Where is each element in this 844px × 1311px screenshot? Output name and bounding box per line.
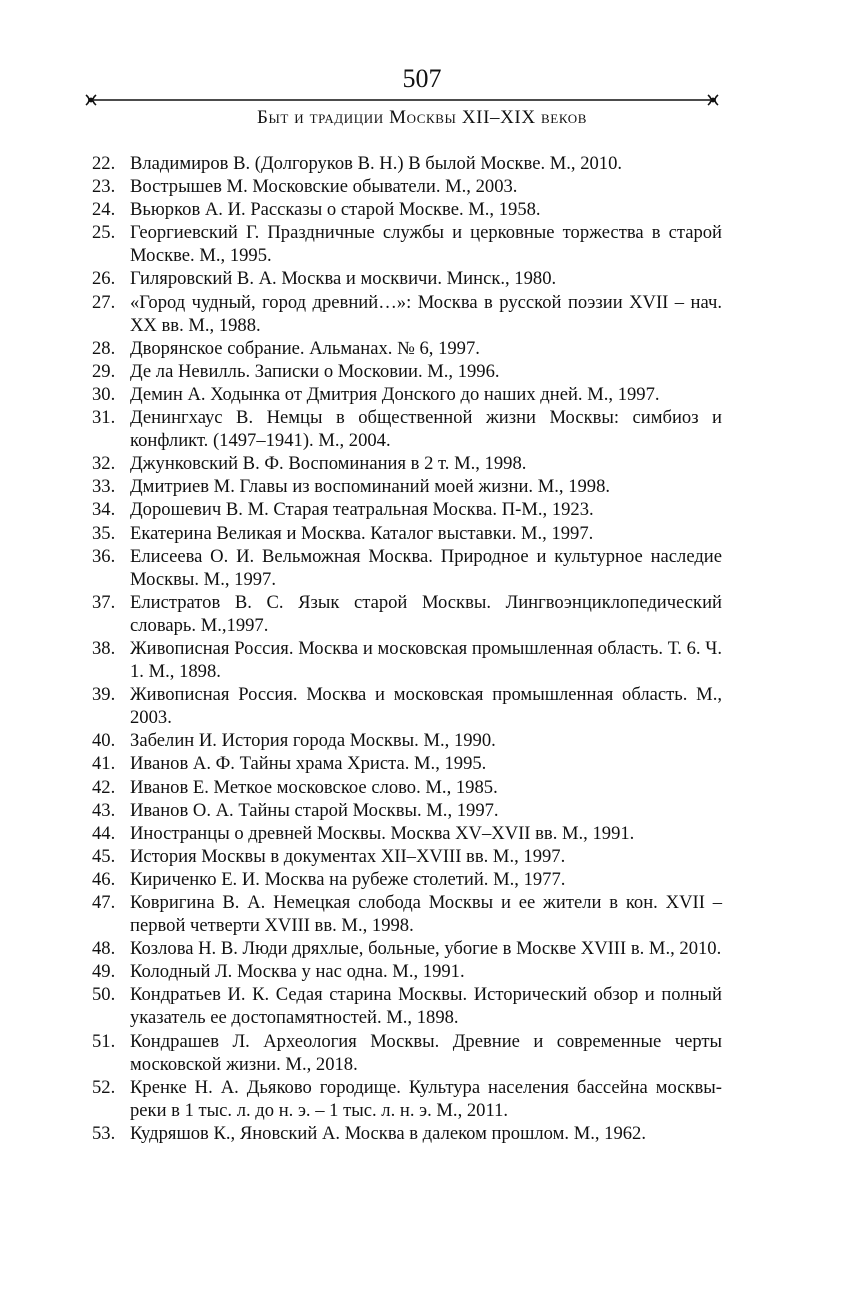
bibliography-entry — [0, 175, 722, 198]
entry-text: Дмитриев М. Главы из воспоминаний моей жизни. М., 1998. — [130, 476, 611, 498]
entry-number: 46. — [92, 868, 116, 890]
running-head: Быт и традиции Москвы XII–XIX веков — [256, 107, 588, 128]
bibliography-entry — [0, 868, 722, 891]
entry-number: 50. — [92, 984, 116, 1006]
bibliography-entry — [0, 1122, 722, 1145]
entry-text: Дорошевич В. М. Старая театральная Москва. П-М., 1923. — [130, 499, 594, 521]
page-number: 507 — [402, 64, 442, 93]
bibliography-entry — [0, 383, 722, 406]
entry-number: 36. — [92, 545, 116, 567]
bibliography-entry — [0, 752, 722, 775]
entry-text: Кондрашев Л. Археология Москвы. Древние и современные черты московской жизни. М., 2018. — [130, 1030, 722, 1075]
entry-number: 22. — [92, 153, 116, 174]
entry-text: Иванов А. Ф. Тайны храма Христа. М., 1995. — [130, 753, 487, 775]
bibliography-entry — [0, 983, 722, 1029]
entry-number: 32. — [92, 453, 116, 475]
entry-number: 29. — [92, 360, 116, 382]
entry-text: Кондратьев И. К. Седая старина Москвы. Исторический обзор и полный указатель ее достопамятностей. М., 1898. — [130, 984, 722, 1029]
entry-text: Екатерина Великая и Москва. Каталог выставки. М., 1997. — [130, 522, 594, 544]
entry-number: 23. — [92, 176, 116, 198]
bibliography-entry — [0, 799, 722, 822]
entry-text: Иванов Е. Меткое московское слово. М., 1985. — [130, 776, 498, 798]
bibliography-entry — [0, 1076, 722, 1122]
entry-text: Де ла Невилль. Записки о Московии. М., 1996. — [130, 360, 500, 382]
bibliography-entry — [0, 198, 722, 221]
entry-number: 30. — [92, 383, 116, 405]
bibliography-entry — [0, 637, 722, 683]
bibliography-entry — [0, 406, 722, 452]
entry-text: Иванов О. А. Тайны старой Москвы. М., 1997. — [130, 799, 499, 821]
entry-text: Гиляровский В. А. Москва и москвичи. Минск., 1980. — [130, 268, 557, 290]
bibliography-entry — [0, 591, 722, 637]
bibliography-entry — [0, 729, 722, 752]
bibliography-entry — [0, 475, 722, 498]
bibliography-entry — [0, 683, 722, 729]
entry-number: 47. — [92, 892, 116, 913]
entry-number: 44. — [92, 822, 116, 844]
entry-number: 27. — [92, 291, 116, 313]
bibliography-entry — [0, 845, 722, 868]
entry-number: 34. — [92, 499, 116, 521]
entry-text: Вьюрков А. И. Рассказы о старой Москве. М., 1958. — [130, 199, 541, 221]
bibliography-entry — [0, 1030, 722, 1076]
bibliography-entry — [0, 498, 722, 521]
bibliography-list — [0, 152, 844, 1145]
entry-text: Дворянское собрание. Альманах. № 6, 1997. — [130, 337, 480, 359]
bibliography-entry — [0, 937, 722, 960]
entry-text: Кудряшов К., Яновский А. Москва в далеком прошлом. М., 1962. — [130, 1122, 647, 1144]
bibliography-entry — [0, 545, 722, 591]
entry-number: 25. — [92, 222, 116, 244]
entry-number: 24. — [92, 199, 116, 221]
entry-text: Живописная Россия. Москва и московская промышленная область. М., 2003. — [130, 684, 722, 729]
entry-number: 28. — [92, 337, 116, 359]
bibliography-entry — [0, 776, 722, 799]
entry-number: 38. — [92, 637, 116, 659]
bibliography-entry — [0, 891, 722, 937]
entry-text: Кириченко Е. И. Москва на рубеже столетий. М., 1977. — [130, 868, 566, 890]
entry-text: Живописная Россия. Москва и московская промышленная область. Т. 6. Ч. 1. М., 1898. — [130, 637, 722, 683]
bibliography-entry — [0, 452, 722, 475]
entry-text: Джунковский В. Ф. Воспоминания в 2 т. М., 1998. — [130, 453, 527, 475]
entry-text: Кренке Н. А. Дьяково городище. Культура населения бассейна москвы-реки в 1 тыс. л. до н. э. – 1 тыс. л. н. э. М., 2011. — [130, 1076, 722, 1121]
entry-number: 35. — [92, 522, 116, 544]
bibliography-entry — [0, 221, 722, 267]
entry-number: 41. — [92, 753, 116, 775]
bibliography-entry — [0, 152, 722, 175]
entry-number: 39. — [92, 684, 116, 706]
bibliography-entry — [0, 337, 722, 360]
entry-number: 26. — [92, 268, 116, 290]
entry-number: 49. — [92, 961, 116, 983]
entry-text: Денингхаус В. Немцы в общественной жизни Москвы: симбиоз и конфликт. (1497–1941). М., 2004. — [130, 407, 722, 452]
entry-text: Владимиров В. (Долгоруков В. Н.) В былой Москве. М., 2010. — [130, 153, 623, 174]
entry-text: Забелин И. История города Москвы. М., 1990. — [130, 730, 496, 752]
bibliography-entry — [0, 291, 722, 337]
bibliography-entry — [0, 522, 722, 545]
entry-text: Елисеева О. И. Вельможная Москва. Природное и культурное наследие Москвы. М., 1997. — [130, 545, 722, 590]
entry-text: Иностранцы о древней Москвы. Москва XV–XVII вв. М., 1991. — [130, 822, 635, 844]
bibliography-entry — [0, 360, 722, 383]
entry-text: История Москвы в документах XII–XVIII вв. М., 1997. — [130, 845, 566, 867]
entry-number: 40. — [92, 730, 116, 752]
entry-number: 43. — [92, 799, 116, 821]
entry-number: 31. — [92, 407, 116, 429]
entry-text: Колодный Л. Москва у нас одна. М., 1991. — [130, 961, 465, 983]
entry-number: 48. — [92, 938, 116, 960]
entry-number: 51. — [92, 1030, 116, 1052]
bibliography-entry — [0, 822, 722, 845]
entry-text: Козлова Н. В. Люди дряхлые, больные, убогие в Москве XVIII в. М., 2010. — [130, 938, 722, 960]
bibliography-entry — [0, 267, 722, 290]
entry-number: 53. — [92, 1122, 116, 1144]
entry-text: Георгиевский Г. Праздничные службы и церковные торжества в старой Москве. М., 1995. — [130, 222, 722, 267]
entry-text: Ковригина В. А. Немецкая слобода Москвы и ее жители в кон. XVII – первой четверти XVIII вв. М., 1998. — [130, 892, 722, 937]
entry-text: Елистратов В. С. Язык старой Москвы. Лингвоэнциклопедический словарь. М.,1997. — [130, 591, 722, 636]
bibliography-entry — [0, 960, 722, 983]
entry-number: 45. — [92, 845, 116, 867]
entry-text: Вострышев М. Московские обыватели. М., 2003. — [130, 176, 518, 198]
entry-text: «Город чудный, город древний…»: Москва в русской поэзии XVII – нач. XX вв. М., 1988. — [130, 291, 722, 336]
entry-text: Демин А. Ходынка от Дмитрия Донского до наших дней. М., 1997. — [130, 383, 660, 405]
entry-number: 42. — [92, 776, 116, 798]
entry-number: 52. — [92, 1076, 116, 1098]
entry-number: 33. — [92, 476, 116, 498]
entry-number: 37. — [92, 591, 116, 613]
